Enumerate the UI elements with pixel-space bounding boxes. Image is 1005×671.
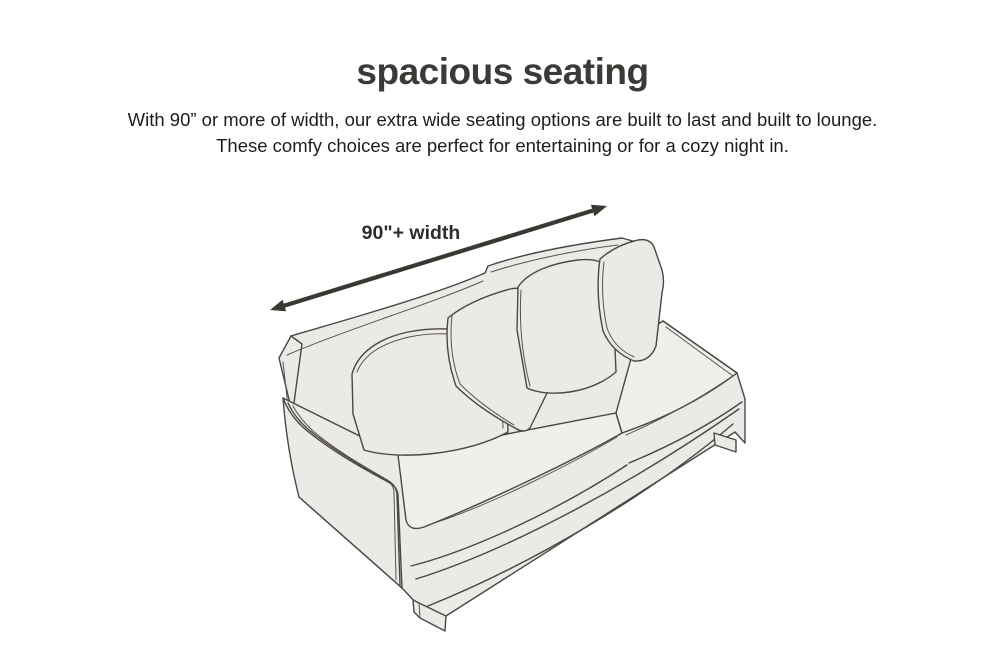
dimension-arrow-head-left <box>270 300 286 311</box>
description-line-2: These comfy choices are perfect for entertaining or for a cozy night in. <box>216 134 789 156</box>
description-line-1: With 90” or more of width, our extra wide seating options are built to last and built to lounge. <box>127 108 878 130</box>
dimension-arrow-head-right <box>591 205 607 216</box>
dimension-label: 90"+ width <box>361 222 461 244</box>
right-foot <box>714 433 736 452</box>
page-title: spacious seating <box>356 51 649 92</box>
sofa-drawing <box>279 238 745 631</box>
